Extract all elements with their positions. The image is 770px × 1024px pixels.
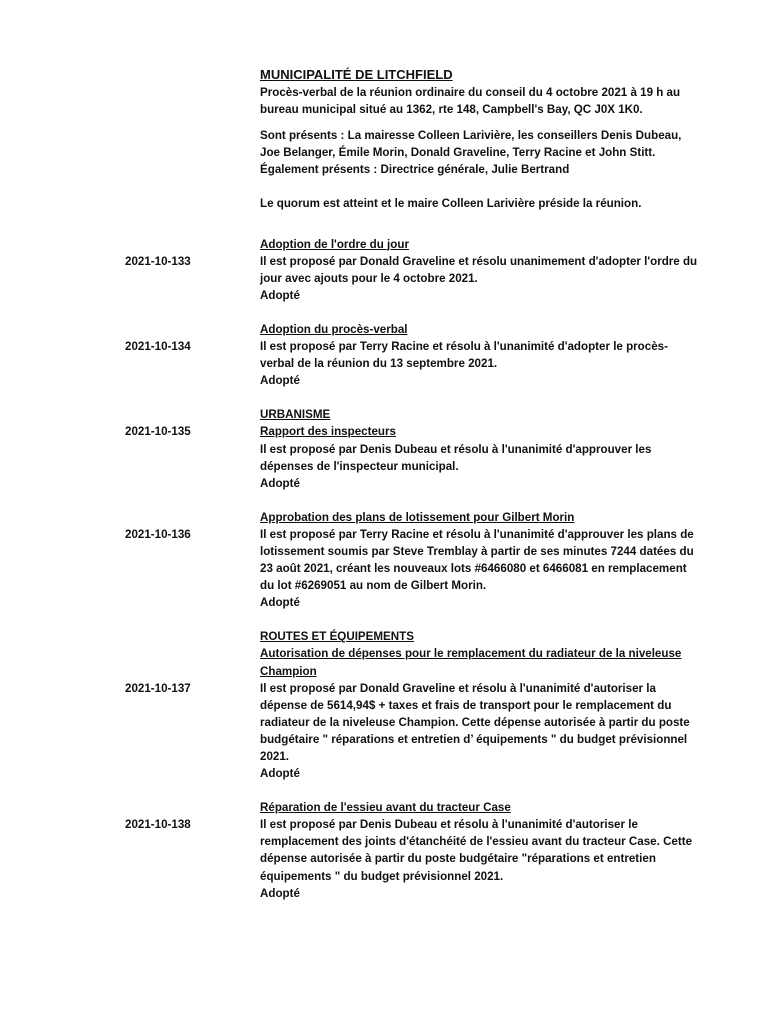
resolution-number: 2021-10-133 <box>125 254 191 268</box>
attendees-also-present: Également présents : Directrice générale, Julie Bertrand <box>260 163 570 177</box>
section-heading: URBANISME <box>260 408 331 422</box>
meeting-intro: Procès-verbal de la réunion ordinaire du conseil du 4 octobre 2021 à 19 h au bureau municipal situé au 1362, rte 148, Campbell's Bay, QC J0X 1K0. <box>260 86 681 117</box>
resolution-block <box>125 799 700 902</box>
resolution-heading: Rapport des inspecteurs <box>260 425 396 439</box>
resolution-number: 2021-10-138 <box>125 818 191 832</box>
resolution-number: 2021-10-136 <box>125 527 191 541</box>
municipality-title: MUNICIPALITÉ DE LITCHFIELD <box>260 67 453 82</box>
section-heading: ROUTES ET ÉQUIPEMENTS <box>260 630 414 644</box>
resolution-text: Il est proposé par Donald Graveline et résolu unanimement d'adopter l'ordre du jour avec ajouts pour le 4 octobre 2021. <box>260 254 698 285</box>
resolution-number: 2021-10-137 <box>125 681 191 695</box>
attendees-present: Sont présents : La mairesse Colleen Larivière, les conseillers Denis Dubeau, Joe Belanger, Émile Morin, Donald Graveline, Terry Racine et John Stitt. <box>260 129 682 160</box>
resolution-text: Il est proposé par Terry Racine et résolu à l'unanimité d'adopter le procès-verbal de la réunion du 13 septembre 2021. <box>260 340 668 371</box>
resolution-heading: Adoption du procès-verbal <box>260 322 408 336</box>
quorum-statement: Le quorum est atteint et le maire Colleen Larivière préside la réunion. <box>260 197 642 211</box>
resolution-text: Il est proposé par Donald Graveline et résolu à l'unanimité d'autoriser la dépense de 5614,94$ + taxes et frais de transport pour le remplacement du radiateur de la niveleuse Champion. Cette dépense autorisée à partir du poste budgétaire " réparations et entretien d’ équipements " du budget prévisionnel 2021. <box>260 681 690 763</box>
resolution-number: 2021-10-135 <box>125 425 191 439</box>
resolution-status: Adopté <box>260 288 300 302</box>
minutes-body <box>125 66 700 902</box>
resolution-status: Adopté <box>260 374 300 388</box>
resolution-heading: Autorisation de dépenses pour le remplacement du radiateur de la niveleuse Champion <box>260 647 682 678</box>
resolution-block <box>125 509 700 612</box>
resolution-text: Il est proposé par Denis Dubeau et résolu à l'unanimité d'approuver les dépenses de l'inspecteur municipal. <box>260 442 652 473</box>
resolution-block <box>125 236 700 304</box>
resolution-status: Adopté <box>260 596 300 610</box>
resolution-status: Adopté <box>260 767 300 781</box>
resolution-heading: Réparation de l'essieu avant du tracteur Case <box>260 801 511 815</box>
resolution-block <box>125 406 700 491</box>
resolution-text: Il est proposé par Terry Racine et résolu à l'unanimité d'approuver les plans de lotissement soumis par Steve Tremblay à partir de ses minutes 7244 datées du 23 août 2021, créant les nouveaux lots #6466080 et 6466081 en remplacement du lot #6269051 au nom de Gilbert Morin. <box>260 527 694 593</box>
resolution-heading: Adoption de l'ordre du jour <box>260 237 409 251</box>
resolution-status: Adopté <box>260 476 300 490</box>
resolution-block <box>125 628 700 782</box>
resolution-heading: Approbation des plans de lotissement pour Gilbert Morin <box>260 510 575 524</box>
resolution-number: 2021-10-134 <box>125 340 191 354</box>
resolution-text: Il est proposé par Denis Dubeau et résolu à l'unanimité d'autoriser le remplacement des joints d'étanchéité de l'essieu avant du tracteur Case. Cette dépense autorisée à partir du poste budgétaire "réparations et entretien équipements " du budget prévisionnel 2021. <box>260 818 693 883</box>
resolution-block <box>125 321 700 389</box>
resolution-status: Adopté <box>260 886 300 900</box>
